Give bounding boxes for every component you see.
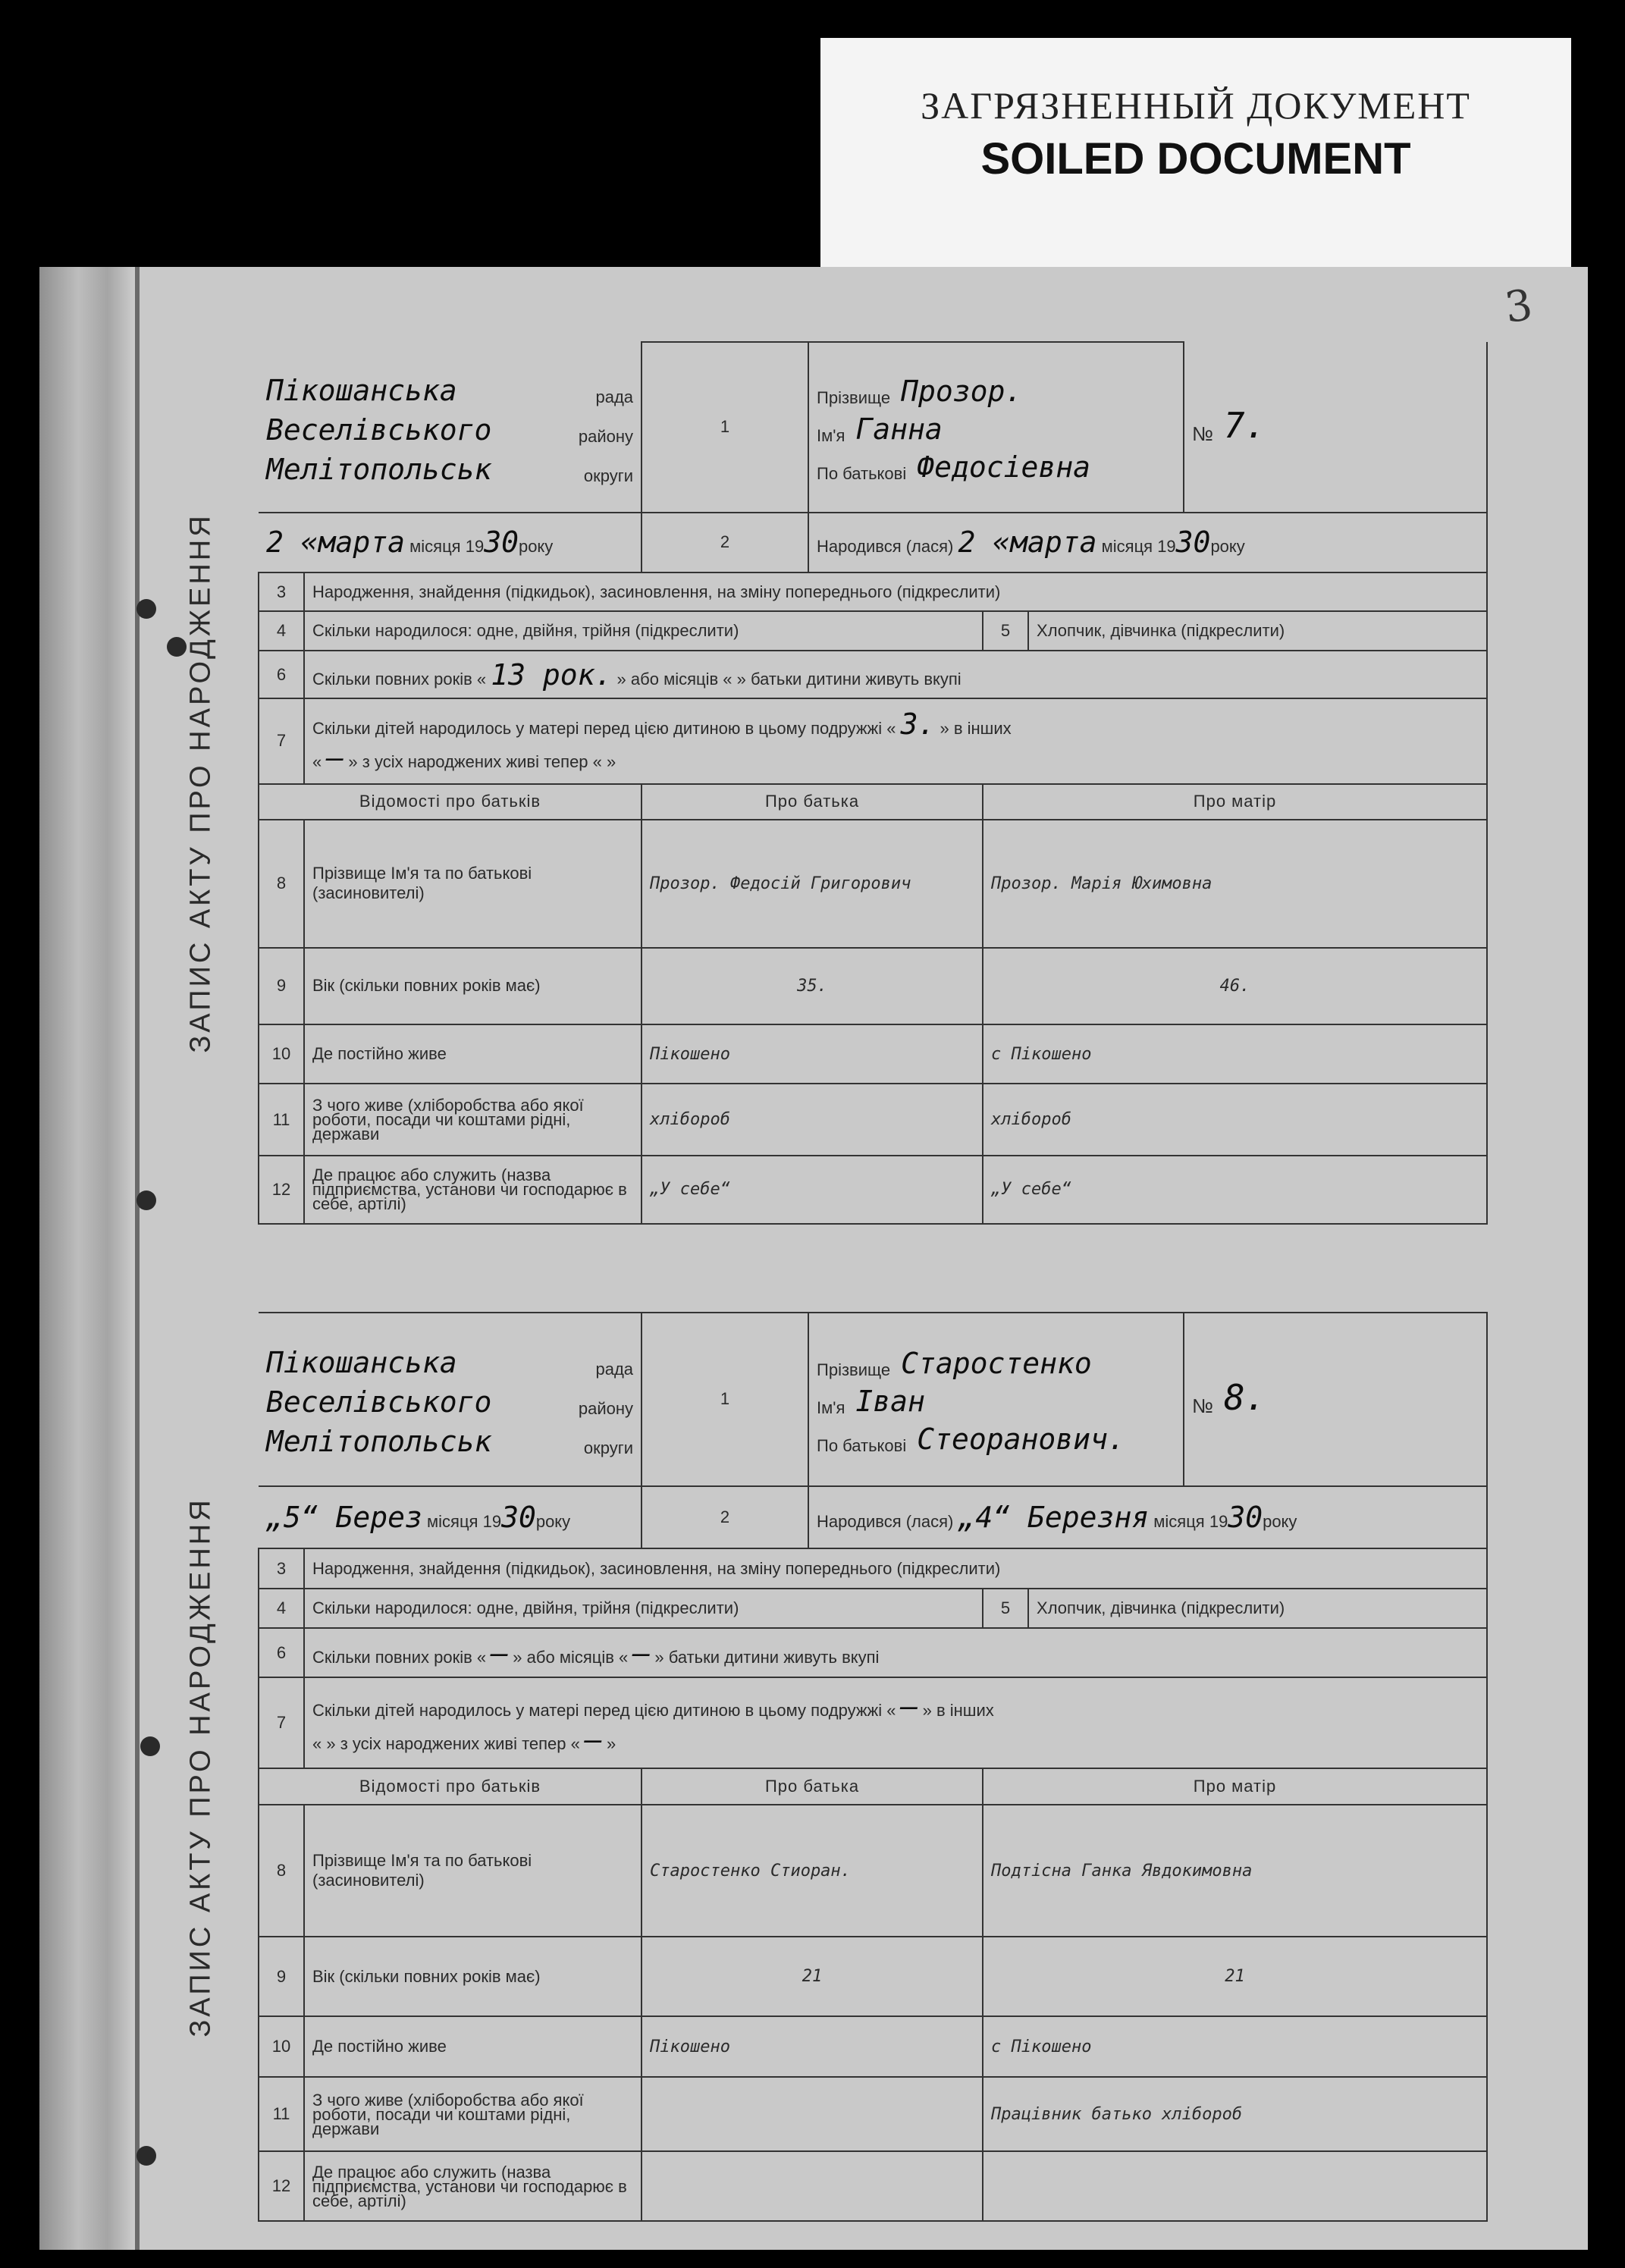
- book-spine: [39, 267, 136, 2250]
- father-residence: Пікошено: [642, 2016, 983, 2078]
- child-given-name: Іван: [855, 1385, 925, 1419]
- mother-workplace: „У себе“: [983, 1156, 1487, 1224]
- row-3: Народження, знайдення (підкидьок), засиновлення, на зміну попереднього (підкреслити): [304, 572, 1487, 612]
- birth-record-2: [184, 1312, 1486, 2222]
- rada-value: Пікошанська: [266, 1346, 457, 1380]
- child-patronymic: Федосіевна: [917, 450, 1091, 485]
- record-number-cell: № 8.: [1184, 1313, 1487, 1486]
- okrug-value: Мелітопольськ: [266, 452, 492, 486]
- row-7: Скільки дітей народилось у матері перед цією дитиною в цьому подружжі « 3. » в інших « — » з усіх народжених живі тепер « »: [304, 698, 1487, 783]
- father-workplace: „У себе“: [642, 1156, 983, 1224]
- mother-residence: с Пікошено: [983, 1024, 1487, 1084]
- mother-residence: с Пікошено: [983, 2016, 1487, 2078]
- father-age: 21: [642, 1937, 983, 2016]
- record-form-2: Пікошанська рада Веселівського району Мелітопольськ округи 1 Прізвище Старостенко Ім'я Іван По батькові Стеоранович. № 8. „5“ Берез місяця 1930року 2 Народився (лася) „4“ Березня місяця 1930року 3 Народження, знайдення (підкидьок), засиновлення, на зміну попереднього (підкреслити) 4 Скільки народилося: одне, двійня, трійня (підкреслити) 5 Хлопчик, дівчинка (підкреслити) 6 Скільки повних років « — » або місяців « — » батьки дитини живуть вкупі 7 Скільки дітей народилось у матері перед цією дитиною в цьому подружжі « — » в інших « » з усіх народжених живі тепер « — » Відомості про батьків Про батька Про матір 8 Прізвище Ім'я та по батькові (засиновителі) Старостенко Стиоран. Подтісна Ганка Явдокимовна 9 Вік (скільки повних років має) 21 21 10 Де постійно живе Пікошено с Пікошено 11 З чого живе (хліборобства або якої роботи, посади чи коштами рідні, держави Працівник батько хлібороб 12 Де працює або служить (назва підприємства, установи чи господарює в себе, артілі): [258, 1312, 1488, 2222]
- mother-name: Подтісна Ганка Явдокимовна: [983, 1805, 1487, 1937]
- mother-age: 21: [983, 1937, 1487, 2016]
- row-6: Скільки повних років « 13 рок. » або місяців « » батьки дитини живуть вкупі: [304, 651, 1487, 698]
- row-5: Хлопчик, дівчинка (підкреслити): [1028, 611, 1487, 651]
- birth-record-1: [184, 341, 1486, 1225]
- location-cell: Пікошанська рада Веселівського району Мелітопольськ округи: [259, 1313, 642, 1486]
- mother-occupation: хлібороб: [983, 1084, 1487, 1155]
- location-cell: Пікошанська рада Веселівського району Мелітопольськ округи: [259, 342, 642, 513]
- father-age: 35.: [642, 948, 983, 1024]
- spine-edge: [135, 267, 140, 2250]
- label-russian: ЗАГРЯЗНЕННЫЙ ДОКУМЕНТ: [921, 84, 1471, 127]
- birth-date: Народився (лася) „4“ Березня місяця 1930року: [808, 1486, 1487, 1549]
- okrug-value: Мелітопольськ: [266, 1425, 492, 1459]
- child-name-cell: Прізвище Прозор. Ім'я Ганна По батькові Федосіевна: [808, 342, 1184, 513]
- registration-date: 2 «марта місяця 1930року: [259, 513, 642, 572]
- father-occupation: [642, 2077, 983, 2151]
- row-4: Скільки народилося: одне, двійня, трійня (підкреслити): [304, 611, 983, 651]
- birth-date: Народився (лася) 2 «марта місяця 1930року: [808, 513, 1487, 572]
- father-residence: Пікошено: [642, 1024, 983, 1084]
- raion-value: Веселівського: [266, 1385, 492, 1419]
- record-form-1: Пікошанська рада Веселівського району Мелітопольськ округи 1 Прізвище Прозор. Ім'я Ганна По батькові Федосіевна № 7. 2 «марта місяця 1930року 2 Народився (лася) 2 «марта місяця 1930року 3 Народження, знайдення (підкидьок), засиновлення, на зміну попереднього (підкреслити) 4 Скільки народилося: одне, двійня, трійня (підкреслити) 5 Хлопчик, дівчинка (підкреслити) 6 Скільки повних років « 13 рок. » або місяців « » батьки дитини живуть вкупі 7 Скільки дітей народилось у матері перед цією дитиною в цьому подружжі « 3. » в інших « — » з усіх народжених живі тепер « » Відомості про батьків Про батька Про матір 8 Прізвище Ім'я та по батькові (засиновителі) Прозор. Федосій Григорович Прозор. Марія Юхимовна 9 Вік (скільки повних років має) 35. 46. 10 Де постійно живе Пікошено с Пікошено 11 З чого живе (хліборобства або якої роботи, посади чи коштами рідні, держави хлібороб хлібороб 12 Де працює або служить (назва підприємства, установи чи господарює в себе, артілі) „У себе“ „У себе“: [258, 341, 1488, 1225]
- child-surname: Старостенко: [901, 1347, 1092, 1381]
- father-name: Старостенко Стиоран.: [642, 1805, 983, 1937]
- page-number: 3: [1501, 280, 1536, 334]
- father-workplace: [642, 2151, 983, 2221]
- mother-age: 46.: [983, 948, 1487, 1024]
- child-patronymic: Стеоранович.: [917, 1423, 1125, 1457]
- child-name-cell: Прізвище Старостенко Ім'я Іван По батькові Стеоранович.: [808, 1313, 1184, 1486]
- record-number-cell: № 7.: [1184, 342, 1487, 513]
- mother-workplace: [983, 2151, 1487, 2221]
- record-title-vertical: ЗАПИС АКТУ ПРО НАРОДЖЕННЯ: [184, 513, 217, 1053]
- row-4: Скільки народилося: одне, двійня, трійня (підкреслити): [304, 1589, 983, 1628]
- mother-name: Прозор. Марія Юхимовна: [983, 820, 1487, 948]
- child-given-name: Ганна: [855, 413, 943, 447]
- row-5: Хлопчик, дівчинка (підкреслити): [1028, 1589, 1487, 1628]
- label-english: SOILED DOCUMENT: [980, 134, 1411, 184]
- record-number: 7.: [1223, 404, 1266, 446]
- father-occupation: хлібороб: [642, 1084, 983, 1155]
- rada-value: Пікошанська: [266, 373, 457, 407]
- record-number: 8.: [1223, 1377, 1266, 1419]
- father-name: Прозор. Федосій Григорович: [642, 820, 983, 948]
- registration-date: „5“ Берез місяця 1930року: [259, 1486, 642, 1549]
- raion-value: Веселівського: [266, 413, 492, 447]
- row-7: Скільки дітей народилось у матері перед цією дитиною в цьому подружжі « — » в інших « » з усіх народжених живі тепер « — »: [304, 1677, 1487, 1768]
- row-3: Народження, знайдення (підкидьок), засиновлення, на зміну попереднього (підкреслити): [304, 1548, 1487, 1588]
- soiled-document-label: [820, 38, 1571, 273]
- child-surname: Прозор.: [901, 375, 1023, 409]
- record-title-vertical: ЗАПИС АКТУ ПРО НАРОДЖЕННЯ: [184, 1496, 217, 2037]
- mother-occupation: Працівник батько хлібороб: [983, 2077, 1487, 2151]
- row-6: Скільки повних років « — » або місяців « — » батьки дитини живуть вкупі: [304, 1628, 1487, 1677]
